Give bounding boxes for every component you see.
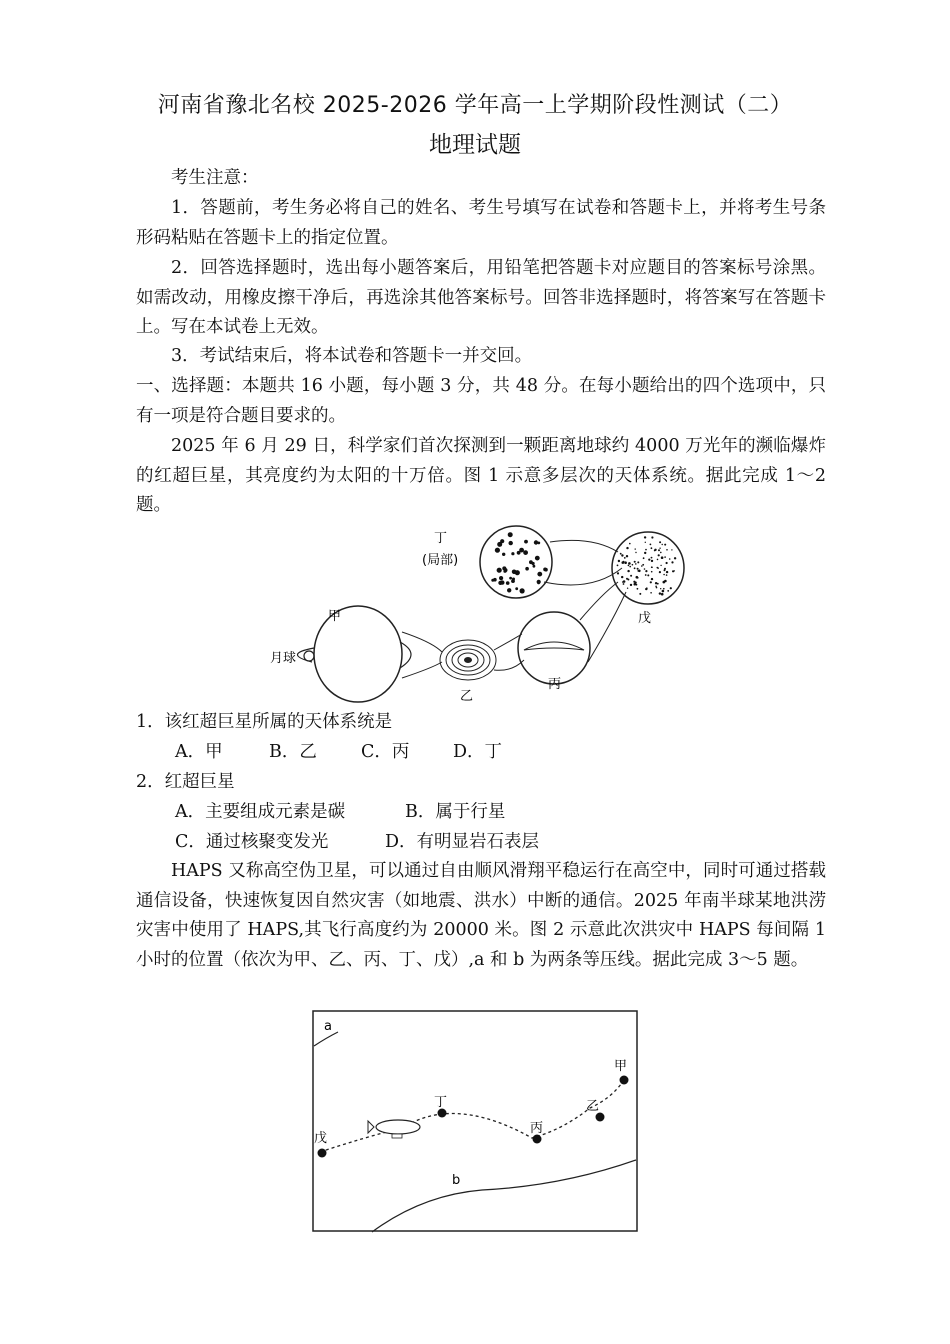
q1-option-c[interactable]: C．丙 — [361, 742, 410, 762]
galaxy-cluster-wu — [612, 532, 684, 604]
dot — [628, 562, 631, 565]
label-point-jia: 甲 — [614, 1059, 628, 1074]
dot — [637, 570, 638, 571]
dot — [663, 581, 666, 584]
dot — [664, 569, 666, 571]
dot — [497, 568, 502, 573]
dot — [537, 580, 541, 584]
dot — [635, 563, 637, 565]
dot — [644, 552, 646, 554]
dot — [671, 549, 672, 550]
dot — [500, 580, 504, 584]
galaxy-disk — [524, 642, 584, 650]
dot — [626, 547, 628, 549]
dot — [525, 567, 529, 571]
dot — [658, 554, 660, 556]
dot — [663, 574, 665, 576]
dot — [512, 570, 517, 575]
dot — [661, 593, 664, 596]
dot — [659, 592, 661, 594]
dot — [662, 590, 665, 593]
dot — [637, 568, 639, 570]
airship-icon — [368, 1120, 420, 1138]
passage-1: 2025 年 6 月 29 日，科学家们首次探测到一颗距离地球约 4000 万光年的濒临爆炸的红超巨星，其亮度约为太阳的十万倍。图 1 示意多层次的天体系统。据此完成 1～2 题。 — [136, 436, 826, 515]
connector-jia-yi — [402, 632, 442, 652]
dot — [636, 576, 639, 579]
q2-option-d[interactable]: D．有明显岩石表层 — [385, 832, 540, 852]
universe-dots — [491, 532, 548, 593]
connector-bing-wu — [580, 582, 618, 620]
label-point-yi: 乙 — [586, 1099, 600, 1114]
dot — [661, 556, 664, 559]
dot — [642, 564, 644, 566]
dot — [650, 544, 652, 546]
figure-2-haps-track — [312, 1010, 640, 1234]
dot — [664, 556, 666, 558]
dot — [495, 548, 500, 553]
dot — [630, 584, 632, 586]
dot — [617, 572, 619, 574]
dot — [629, 566, 631, 568]
dot — [637, 561, 639, 563]
dot — [521, 590, 524, 593]
label-bing: 丙 — [548, 677, 562, 692]
connector-bing-wu-lower — [588, 592, 626, 662]
label-point-wu: 戊 — [314, 1131, 328, 1146]
label-yi: 乙 — [460, 689, 474, 704]
dot — [666, 549, 668, 551]
dot — [509, 577, 512, 580]
dot — [630, 575, 632, 577]
passage-2: HAPS 又称高空伪卫星，可以通过自由顺风滑翔平稳运行在高空中，同时可通过搭载通信设备，快速恢复因自然灾害（如地震、洪水）中断的通信。2025 年南半球某地洪涝灾害中使用了 HAPS,其飞行高度约为 20000 米。图 2 示意此次洪灾中 HAPS 每间隔 1 小时的位置（依次为甲、乙、丙、丁、戊）,a 和 b 为两条等压线。据此完成 3～5 题。 — [136, 861, 826, 970]
dot — [651, 557, 653, 559]
dot — [634, 567, 636, 569]
dot — [643, 557, 645, 559]
dot — [651, 578, 653, 580]
cluster-dots — [617, 536, 677, 595]
dot — [655, 586, 657, 588]
dot — [645, 542, 646, 543]
dot — [664, 544, 666, 546]
dot — [672, 570, 674, 572]
isobar-b — [372, 1160, 636, 1232]
dot — [534, 540, 538, 544]
q2-option-b[interactable]: B．属于行星 — [405, 802, 506, 822]
dot — [644, 568, 646, 570]
dot — [517, 551, 521, 555]
dot — [512, 578, 515, 581]
notice-item-2: 2．回答选择题时，选出每小题答案后，用铅笔把答题卡对应题目的答案标号涂黑。如需改动，用橡皮擦干净后，再选涂其他答案标号。回答非选择题时，将答案写在答题卡上。写在本试卷上无效。 — [136, 258, 826, 337]
dot — [648, 559, 650, 561]
question-1-options — [175, 738, 502, 767]
haps-track — [320, 1080, 624, 1152]
dot — [650, 592, 652, 594]
moon-icon — [304, 651, 314, 661]
dot — [617, 565, 619, 567]
dot — [508, 532, 513, 537]
dot — [543, 568, 547, 572]
dot — [632, 564, 634, 566]
dot — [507, 588, 511, 592]
notice-item-1: 1．答题前，考生务必将自己的姓名、考生号填写在试卷和答题卡上，并将考生号条形码粘贴在答题卡上的指定位置。 — [136, 198, 826, 248]
dot — [657, 567, 659, 569]
solar-system-yi — [440, 640, 496, 680]
dot — [535, 556, 540, 561]
dot — [627, 588, 628, 589]
label-moon: 月球 — [270, 651, 297, 666]
dot — [533, 565, 536, 568]
dot — [635, 552, 636, 553]
section-heading: 一、选择题：本题共 16 小题，每小题 3 分，共 48 分。在每小题给出的四个选项中，只有一项是符合题目要求的。 — [136, 376, 826, 426]
dot — [671, 561, 673, 563]
dot — [654, 550, 656, 552]
dot — [669, 558, 671, 560]
dot — [660, 552, 662, 554]
dot — [532, 562, 535, 565]
dot — [511, 552, 514, 555]
dot — [651, 560, 653, 562]
dot — [650, 581, 652, 583]
dot — [659, 571, 661, 573]
dot — [634, 583, 637, 586]
dot — [651, 536, 653, 538]
dot — [645, 549, 647, 551]
universe-ding — [480, 526, 552, 598]
dot — [623, 580, 626, 583]
dot — [627, 570, 629, 572]
dot — [502, 553, 505, 556]
label-isobar-a: a — [324, 1019, 332, 1034]
dot — [660, 588, 661, 589]
label-jia: 甲 — [328, 609, 342, 624]
dot — [641, 565, 643, 567]
dot — [655, 582, 657, 584]
notice-item-3: 3．考试结束后，将本试卷和答题卡一并交回。 — [171, 346, 533, 366]
dot — [651, 566, 653, 568]
dot — [622, 561, 625, 564]
connector-yi-bing-lower — [494, 660, 524, 670]
dot — [624, 561, 627, 564]
dot — [646, 587, 648, 589]
dot — [663, 588, 665, 590]
dot — [666, 574, 668, 576]
dot — [493, 578, 497, 582]
dot — [509, 541, 513, 545]
dot — [670, 587, 672, 589]
dot — [651, 571, 653, 573]
question-2-options-row2 — [175, 828, 539, 857]
dot — [659, 548, 660, 549]
dot — [626, 578, 628, 580]
dot — [635, 548, 636, 549]
connector-ding-wu-lower — [544, 568, 622, 585]
dot — [537, 572, 542, 577]
connector-ding-wu — [550, 540, 618, 552]
dot — [634, 561, 636, 563]
dot — [623, 583, 625, 585]
label-point-bing: 丙 — [530, 1121, 544, 1136]
dot — [499, 576, 503, 580]
dot — [667, 590, 669, 592]
label-wu: 戊 — [638, 611, 652, 626]
dot — [645, 574, 647, 576]
point-jia — [620, 1076, 629, 1085]
q2-option-a[interactable]: A．主要组成元素是碳 — [175, 802, 346, 822]
dot — [666, 562, 668, 564]
q1-option-a[interactable]: A．甲 — [175, 742, 223, 762]
dot — [647, 574, 649, 576]
dot — [658, 549, 660, 551]
notice-heading: 考生注意： — [171, 168, 259, 188]
dot — [515, 587, 518, 590]
figure-frame — [313, 1011, 637, 1231]
dot — [666, 571, 668, 573]
dot — [629, 543, 631, 545]
dot — [506, 581, 510, 585]
dot — [503, 570, 506, 573]
label-isobar-b: b — [452, 1173, 461, 1188]
q2-option-c[interactable]: C．通过核聚变发光 — [175, 832, 329, 852]
figure-1-celestial-systems — [262, 522, 692, 712]
dot — [637, 588, 639, 590]
label-ding: 丁 — [434, 531, 448, 546]
question-2-options-row1 — [175, 798, 505, 827]
exam-subject: 地理试题 — [429, 132, 521, 158]
label-ding-sub: (局部) — [422, 553, 459, 568]
exam-title: 河南省豫北名校 2025-2026 学年高一上学期阶段性测试（二） — [157, 93, 793, 118]
dot — [624, 557, 626, 559]
q1-option-b[interactable]: B．乙 — [269, 742, 317, 762]
dot — [626, 555, 628, 557]
point-wu — [318, 1149, 327, 1158]
dot — [524, 540, 528, 544]
dot — [620, 553, 622, 555]
dot — [644, 536, 646, 538]
dot — [674, 557, 676, 559]
dot — [660, 565, 661, 566]
dot — [662, 544, 663, 545]
dot — [628, 565, 630, 567]
question-2-stem: 2．红超巨星 — [136, 772, 235, 792]
q1-option-d[interactable]: D．丁 — [453, 742, 503, 762]
label-point-ding: 丁 — [434, 1095, 448, 1110]
dot — [500, 539, 504, 543]
question-1-stem: 1．该红超巨星所属的天体系统是 — [136, 712, 393, 732]
dot — [621, 554, 623, 556]
dot — [659, 541, 661, 543]
dot — [618, 560, 620, 562]
dot — [621, 576, 623, 578]
isobar-a — [314, 1032, 338, 1046]
dot — [657, 559, 659, 561]
connector-jia-yi-lower — [402, 662, 442, 678]
dot — [645, 570, 647, 572]
dot — [639, 593, 641, 595]
dot — [651, 547, 653, 549]
dot — [523, 550, 528, 555]
